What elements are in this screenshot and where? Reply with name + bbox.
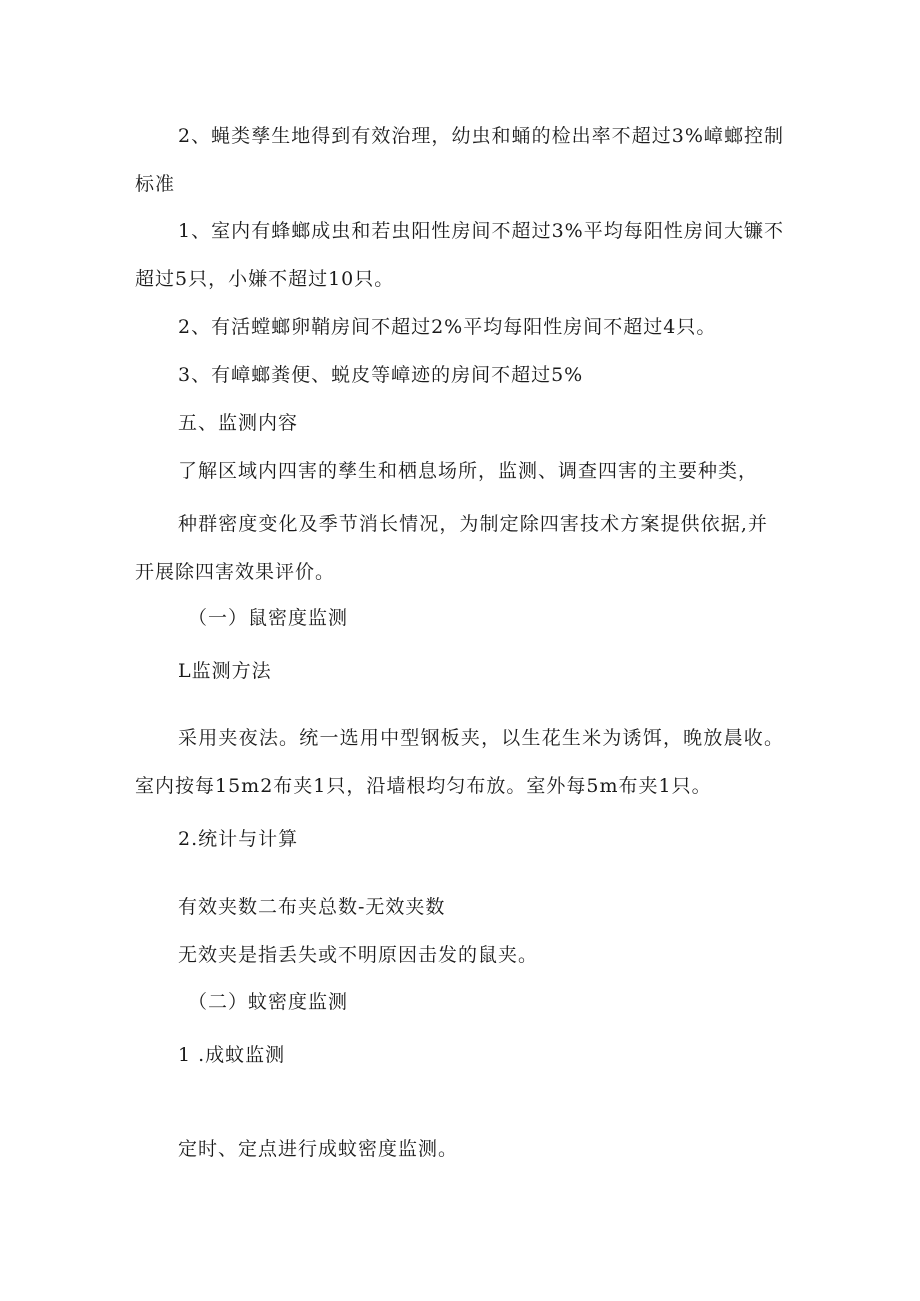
paragraph-invalid-traps: 无效夹是指丢失或不明原因击发的鼠夹。 <box>178 944 539 966</box>
paragraph-fly-line1: 2、蝇类孳生地得到有效治理，幼虫和蛹的检出率不超过3%嶂螂控制 <box>178 125 784 147</box>
paragraph-population-line2: 开展除四害效果评价。 <box>135 561 336 583</box>
subsection-heading-mosquito: （二）蚊密度监测 <box>188 991 349 1013</box>
paragraph-effective-traps: 有效夹数二布夹总数-无效夹数 <box>178 896 446 918</box>
paragraph-population-line1: 种群密度变化及季节消长情况，为制定除四害技术方案提供依据,并 <box>178 513 768 535</box>
paragraph-cockroach-line1: 1、室内有蜂螂成虫和若虫阳性房间不超过3%平均每阳性房间大镰不 <box>178 220 784 242</box>
paragraph-feces: 3、有嶂螂粪便、蜕皮等嶂迹的房间不超过5% <box>178 364 584 386</box>
heading-statistics: 2.统计与计算 <box>178 828 299 850</box>
paragraph-cockroach-line2: 超过5只，小嫌不超过10只。 <box>135 268 395 290</box>
paragraph-timed-monitoring: 定时、定点进行成蚊密度监测。 <box>178 1138 459 1160</box>
paragraph-trap-line2: 室内按每15m2布夹1只，沿墙根均匀布放。室外每5m布夹1只。 <box>135 775 712 797</box>
paragraph-trap-line1: 采用夹夜法。统一选用中型钢板夹，以生花生米为诱饵，晚放晨收。 <box>178 727 784 749</box>
section-heading-monitoring: 五、监测内容 <box>178 412 299 434</box>
paragraph-fly-line2: 标准 <box>135 173 176 195</box>
subsection-heading-rat: （一）鼠密度监测 <box>188 607 349 629</box>
heading-method: L监测方法 <box>178 660 272 682</box>
heading-adult-mosquito: 1 .成蚊监测 <box>178 1044 286 1066</box>
paragraph-monitoring-intro: 了解区域内四害的孳生和栖息场所，监测、调查四害的主要种类， <box>178 460 759 482</box>
paragraph-egg-sheath: 2、有活螳螂卵鞘房间不超过2%平均每阳性房间不超过4只。 <box>178 316 717 338</box>
